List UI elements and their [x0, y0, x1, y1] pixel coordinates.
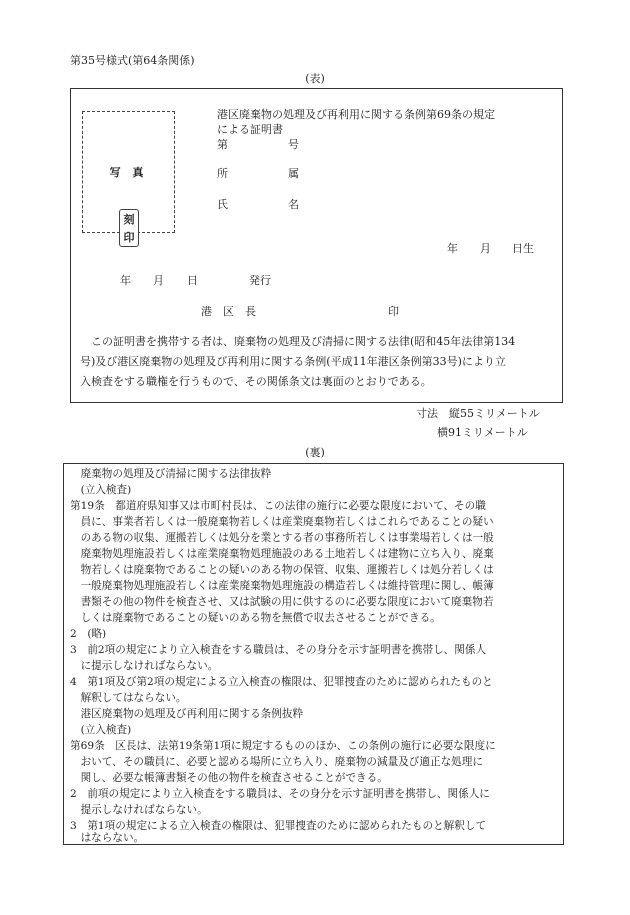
back-line-18: 第69条 区長は、法第19条第1項に規定するもののほか、この条例の施行に必要な限度に [70, 740, 496, 752]
back-line-8: 一般廃棄物処理施設若しくは産業廃棄物処理施設の構造若しくは維持管理に関し、帳簿 [70, 580, 494, 592]
back-line-17: (立入検査) [70, 724, 132, 736]
back-line-6: 廃棄物処理施設若しくは産業廃棄物処理施設のある土地若しくは建物に立ち入り、廃棄 [70, 548, 494, 560]
back-line-16: 港区廃棄物の処理及び再利用に関する条例抜粋 [70, 708, 304, 720]
front-side-label: (表) [305, 72, 325, 85]
front-body-line-2: 号)及び港区廃棄物の処理及び再利用に関する条例(平成11年港区条例第33号)により立 [80, 355, 506, 368]
photo-label: 写 真 [109, 166, 148, 179]
dob-year: 年 [447, 242, 458, 255]
mayor-label: 港 区 長 [201, 305, 256, 318]
certificate-title-line1: 港区廃棄物の処理及び再利用に関する条例第69条の規定 [217, 108, 495, 121]
back-line-14: 4 第1項及び第2項の規定による立入検査の権限は、犯罪捜査のために認められたものと [70, 676, 493, 688]
back-line-21: 2 前項の規定により立入検査をする職員は、その身分を示す証明書を携帯し、関係人に [70, 788, 490, 800]
form-number: 第35号様式(第64条関係) [70, 54, 195, 67]
mayor-seal-mark: 印 [388, 305, 399, 318]
back-line-23: 3 第1項の規定による立入検査の権限は、犯罪捜査のために認められたものと解釈して [70, 820, 487, 832]
back-line-5: のある物の収集、運搬若しくは処分を業とする者の事務所若しくは事業場若しくは一般 [70, 532, 494, 544]
back-line-10: しくは廃棄物であることの疑いのある物を無償で収去させることができる。 [70, 612, 441, 624]
back-line-19: おいて、その職員に、必要と認める場所に立ち入り、廃棄物の減量及び適正な処理に [70, 756, 483, 768]
back-line-22: 提示しなければならない。 [70, 804, 208, 816]
name-suffix: 名 [288, 198, 299, 211]
dob-day: 日生 [512, 242, 534, 255]
back-line-3: 第19条 都道府県知事又は市町村長は、この法律の施行に必要な限度において、その職 [70, 500, 486, 512]
number-label: 第 [217, 138, 228, 151]
number-suffix: 号 [288, 138, 299, 151]
dimensions-line-1: 寸法 縦55ミリメートル [416, 407, 540, 420]
back-side-label: (裏) [305, 446, 325, 459]
name-label: 氏 [217, 198, 228, 211]
seal-char-1: 刻 [123, 213, 135, 226]
back-line-12: 3 前2項の規定により立入検査をする職員は、その身分を示す証明書を携帯し、関係人 [70, 644, 487, 656]
affiliation-suffix: 属 [288, 167, 299, 180]
front-body-line-3: 入検査をする職権を行うもので、その関係条文は裏面のとおりである。 [80, 375, 432, 388]
back-line-9: 書類その他の物件を検査させ、又は試験の用に供するのに必要な限度において廃棄物若 [70, 596, 494, 608]
issue-month: 月 [153, 274, 164, 287]
back-line-2: (立入検査) [70, 484, 132, 496]
back-line-1: 廃棄物の処理及び清掃に関する法律抜粋 [70, 468, 272, 480]
back-line-11: 2 (略) [70, 628, 107, 640]
seal-char-2: 印 [123, 231, 135, 244]
affiliation-label: 所 [217, 167, 228, 180]
issue-year: 年 [120, 274, 131, 287]
dob-month: 月 [480, 242, 491, 255]
front-body-line-1: この証明書を携帯する者は、廃棄物の処理及び清掃に関する法律(昭和45年法律第134 [80, 335, 516, 348]
issue-label: 発行 [249, 274, 271, 287]
back-line-20: 関し、必要な帳簿書類その他の物件を検査させることができる。 [70, 772, 388, 784]
back-line-15: 解釈してはならない。 [70, 692, 187, 704]
back-line-24: はならない。 [70, 832, 145, 844]
certificate-title-line2: による証明書 [217, 123, 283, 136]
back-line-13: に提示しなければならない。 [70, 660, 219, 672]
back-line-4: 員に、事業者若しくは一般廃棄物若しくは産業廃棄物若しくはこれらであることの疑い [70, 516, 494, 528]
dimensions-line-2: 横91ミリメートル [437, 426, 528, 439]
issue-day: 日 [187, 274, 198, 287]
back-line-7: 物若しくは廃棄物であることの疑いのある物の保管、収集、運搬若しくは処分若しくは [70, 564, 494, 576]
